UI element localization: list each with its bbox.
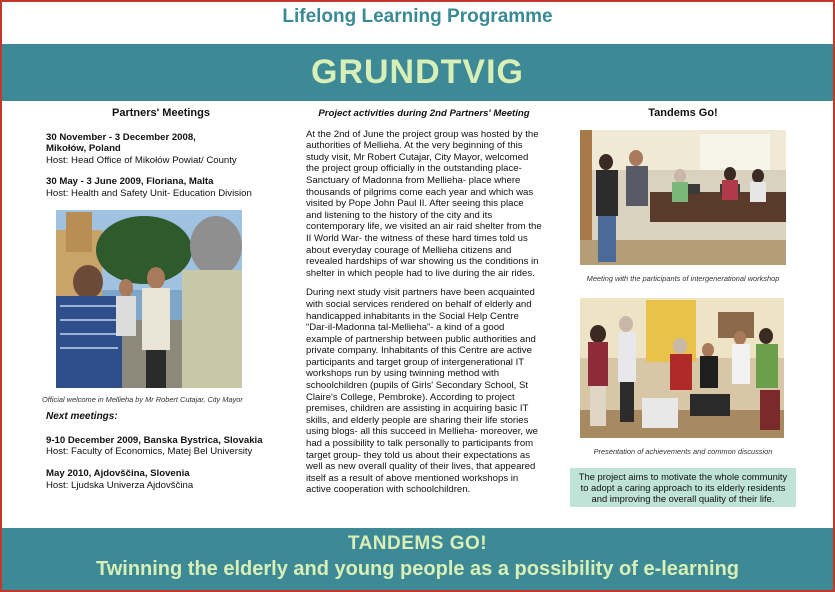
meeting-date: 30 May - 3 June 2009, Floriana, Malta [46, 176, 214, 188]
meeting-host: Host: Ljudska Univerza Ajdovščina [46, 479, 194, 491]
meeting-entry [46, 176, 276, 199]
welcome-photo [56, 210, 242, 388]
meeting-host: Host: Head Office of Mikołów Powiat/ County [46, 154, 237, 166]
workshop-photo [580, 130, 786, 265]
next-meetings-heading: Next meetings: [46, 411, 118, 423]
meeting-date: 9-10 December 2009, Banska Bystrica, Slovakia [46, 434, 263, 446]
next-meeting-entry [46, 435, 276, 458]
footer-subtitle: Twinning the elderly and young people as a possibility of e-learning [95, 558, 740, 580]
project-aim-box: The project aims to motivate the whole community to adopt a caring approach to its elderly residents and improving the overall quality of their life. [570, 468, 796, 507]
presentation-photo-image [580, 298, 784, 438]
banner [2, 44, 833, 101]
project-activities-heading: Project activities during 2nd Partners' Meeting [318, 108, 530, 119]
left-column [42, 107, 276, 501]
middle-column [306, 108, 542, 504]
welcome-photo-image [56, 210, 242, 388]
meeting-host: Host: Faculty of Economics, Matej Bel University [46, 446, 253, 458]
meeting-host: Host: Health and Safety Unit- Education Division [46, 187, 252, 199]
tandems-go-heading: Tandems Go! [648, 107, 718, 119]
workshop-photo-caption: Meeting with the participants of intergenerational workshop [586, 273, 780, 283]
presentation-photo-caption: Presentation of achievements and common discussion [593, 447, 773, 457]
banner-title: GRUNDTVIG [311, 53, 524, 91]
presentation-photo [580, 298, 784, 438]
meeting-place: Mikołów, Poland [46, 143, 121, 155]
partners-meetings-heading: Partners' Meetings [112, 107, 210, 119]
activities-paragraph: At the 2nd of June the project group was hosted by the authorities of Mellieha. At the very beginning of this study visit, Mr Robert Cutajar, City Mayor, welcomed the project group officially in the outstanding place- Sanctuary of Madonna from Mellieha- place where thousands of pilgrims come each year and which was visited by Pope John Paul II. After seeing this place and listening to the history of the city and its contemporary life, we visited an air raid shelter from the II World War- the witness of these hard times told us about everyday courage of Mellieha citizens and revealed hardships of war showing us the conditions in shelter in which people had to live during the air rides. [306, 128, 542, 279]
welcome-photo-caption: Official welcome in Mellieha by Mr Robert Cutajar, City Mayor [42, 394, 243, 404]
meeting-date: May 2010, Ajdovščina, Slovenia [46, 467, 190, 479]
meeting-date: 30 November - 3 December 2008, [46, 131, 196, 143]
workshop-photo-image [580, 130, 786, 265]
footer-banner [2, 528, 833, 590]
activities-paragraph: During next study visit partners have been acquainted with social services rendered on behalf of elderly and handicapped inhabitants in the Social Help Centre “Dar-il-Madonna tal-Mellieha”- a kind of a good example of partnership between public authorities and private company. Inhabitants of this Centre are active participants and target group of intergenerational IT workshops run by using twinning method with schoolchildren (pupils of Girls' Secondary School, St Claire's College, Pembroke). According to project premises, children are assisting in acquiring basic IT skills, and elderly people are sharing their life stories using blogs- all this succeed in Mellieha- moreover, we had a possibility to talk personally to participants from target group- they told us about their expectations as well as new overall quality of their lives, that appeared itself as a result of above mentioned workshops in active cooperation with schoolchildren. [306, 287, 538, 496]
meeting-entry [46, 132, 276, 167]
footer-title: TANDEMS GO! [347, 533, 488, 554]
programme-title: Lifelong Learning Programme [282, 6, 553, 27]
next-meeting-entry [46, 468, 276, 491]
right-column [570, 108, 796, 507]
